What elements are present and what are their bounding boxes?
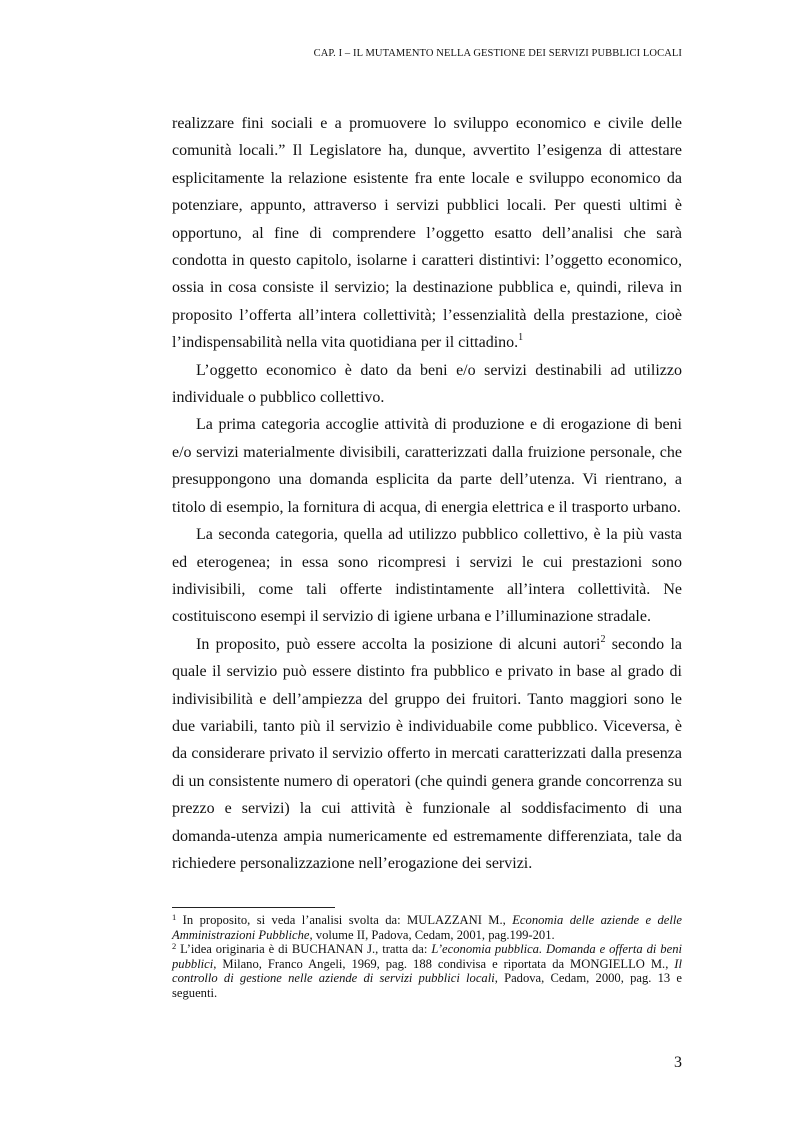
- paragraph: [172, 411, 682, 521]
- footnote-text: , Milano, Franco Angeli, 1969, pag. 188 condivisa e riportata da MONGIELLO M.,: [213, 956, 675, 971]
- footnote-book-title: Il controllo di gestione nelle aziende di servizi pubblici locali: [172, 956, 682, 986]
- footnote-separator: [172, 907, 335, 908]
- footnote-ref: 1: [518, 332, 524, 344]
- footnote-ref: 2: [600, 633, 606, 645]
- footnote-text: L’idea originaria è di BUCHANAN J., tratta da:: [180, 942, 432, 957]
- paragraph-text: realizzare fini sociali e a promuovere lo sviluppo economico e civile delle comunità locali.” Il Legislatore ha, dunque, avvertito l’esigenza di attestare esplicitamente la relazione esistente fra ente locale e sviluppo economico da potenziare, appunto, attraverso i servizi pubblici locali. Per questi ultimi è opportuno, al fine di comprendere l’oggetto esatto dell’analisi che sarà condotta in questo capitolo, isolarne i caratteri distintivi: l’oggetto economico, ossia in cosa consiste il servizio; la destinazione pubblica e, quindi, rileva in proposito l’offerta all’intera collettività; l’essenzialità della prestazione, cioè l’indispensabilità nella vita quotidiana per il cittadino.: [172, 115, 682, 352]
- footnote-text: In proposito, si veda l’analisi svolta da: MULAZZANI M.,: [182, 913, 513, 927]
- paragraph: [172, 357, 682, 412]
- footnote-text: , Padova, Cedam, 2000, pag. 13 e seguenti.: [172, 971, 683, 1000]
- paragraph-text: secondo la quale il servizio può essere distinto fra pubblico e privato in base al grado di indivisibilità e dell’ampiezza del gruppo dei fruitori. Tanto maggiori sono le due variabili, tanto più il servizio è individuabile come pubblico. Viceversa, è da considerare privato il servizio offerto in mercati caratterizzati dalla presenza di un consistente numero di operatori (che quindi genera grande concorrenza su prezzo e servizi) la cui attività è funzionale al soddisfacimento di una domanda-utenza ampia numericamente ed estremamente differenziata, tale da richiedere personalizzazione nell’erogazione dei servizi.: [172, 635, 683, 872]
- page-number: 3: [674, 1054, 682, 1071]
- paragraph: [172, 631, 682, 878]
- footnote-text: volume II, Padova, Cedam, 2001, pag.199-201.: [312, 927, 555, 942]
- running-header: CAP. I – IL MUTAMENTO NELLA GESTIONE DEI SERVIZI PUBBLICI LOCALI: [313, 48, 682, 59]
- footnote: [172, 913, 682, 942]
- footnotes: [172, 913, 682, 1001]
- footnote-book-title: L’economia pubblica. Domanda e offerta di beni pubblici: [172, 942, 682, 971]
- footnote-number: 1: [172, 912, 177, 922]
- body-text: [172, 110, 682, 877]
- footnote-number: 2: [172, 941, 177, 952]
- paragraph: [172, 521, 682, 631]
- paragraph-text: L’oggetto economico è dato da beni e/o servizi destinabili ad utilizzo individuale o pubblico collettivo.: [172, 361, 682, 407]
- paragraph-text: La prima categoria accoglie attività di produzione e di erogazione di beni e/o servizi materialmente divisibili, caratterizzati dalla fruizione personale, che presuppongono una domanda esplicita da parte dell’utenza. Vi rientrano, a titolo di esempio, la fornitura di acqua, di energia elettrica e il trasporto urbano.: [172, 416, 682, 516]
- paragraph: [172, 110, 682, 357]
- footnote: [172, 942, 682, 1000]
- paragraph-text: La seconda categoria, quella ad utilizzo pubblico collettivo, è la più vasta ed eterogenea; in essa sono ricompresi i servizi le cui prestazioni sono indivisibili, come tali offerte indistintamente all’intera collettività. Ne costituiscono esempi il servizio di igiene urbana e l’illuminazione stradale.: [172, 526, 682, 626]
- paragraph-text: In proposito, può essere accolta la posizione di alcuni autori: [196, 635, 601, 653]
- footnote-book-title: Economia delle aziende e delle Amministrazioni Pubbliche,: [172, 913, 682, 942]
